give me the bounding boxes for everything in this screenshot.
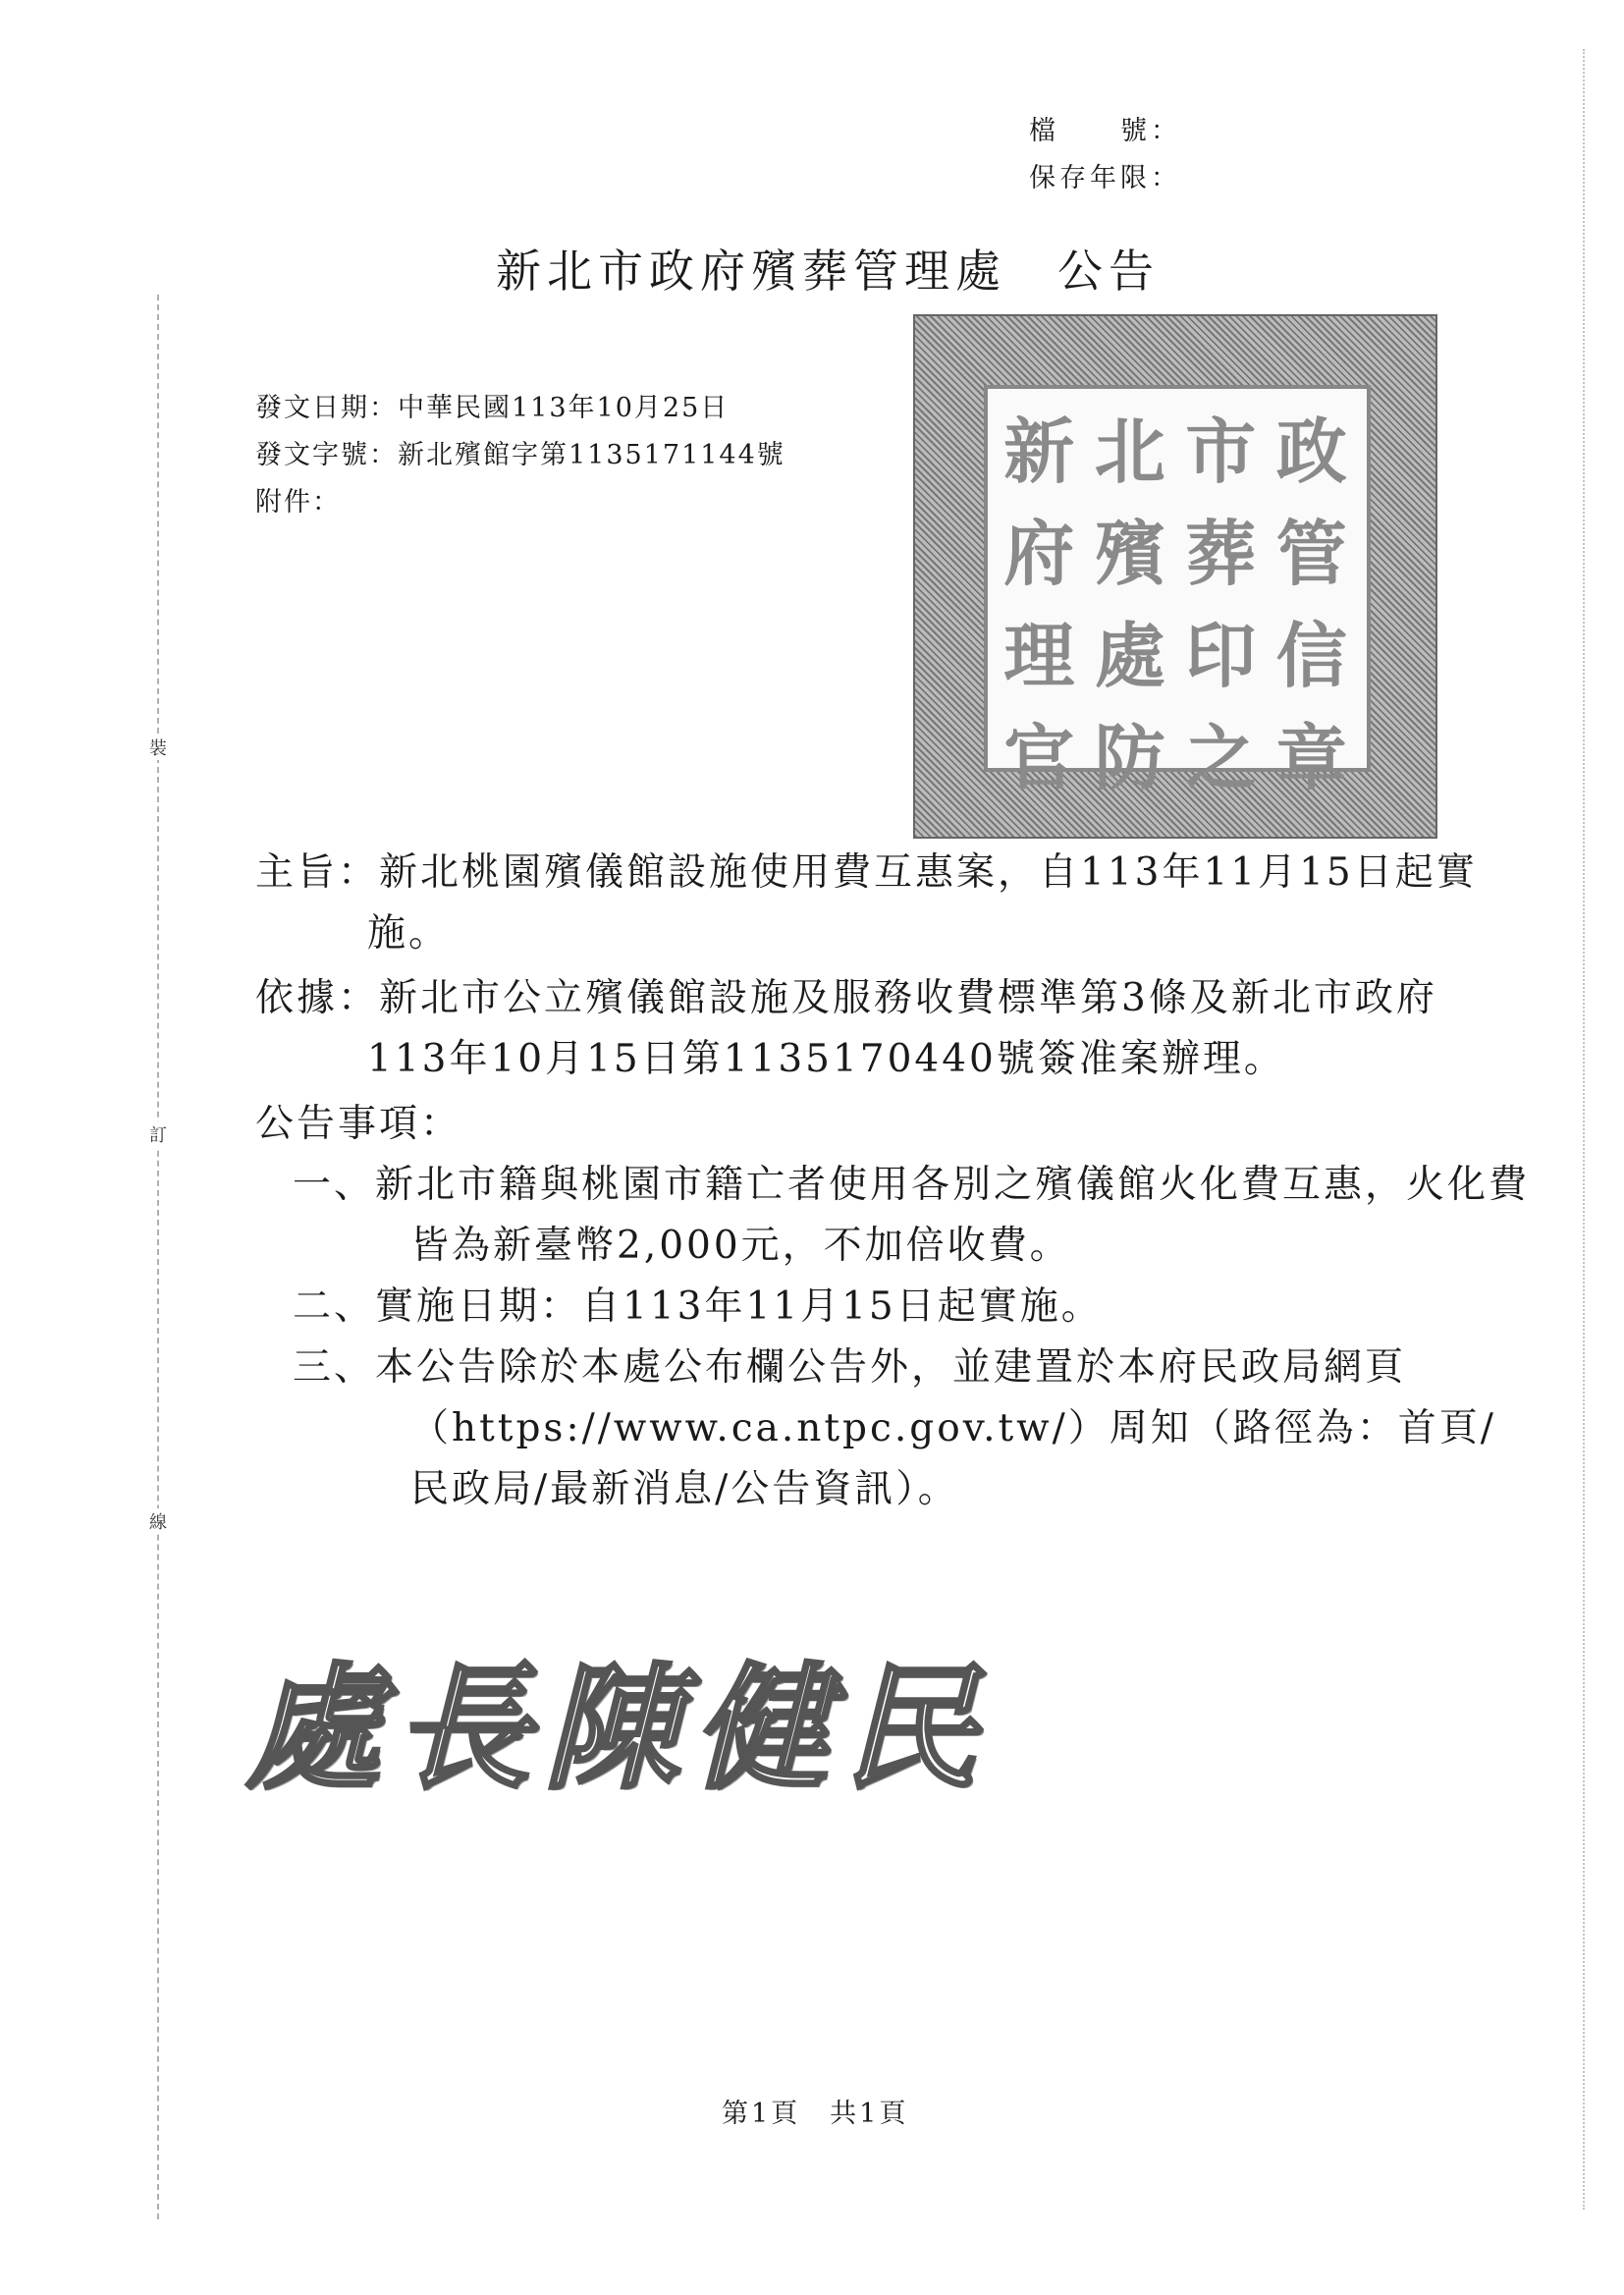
document-number: 發文字號：新北殯館字第1135171144號 xyxy=(255,440,785,470)
document-title: 新北市政府殯葬管理處 公告 xyxy=(496,245,1160,298)
seal-glyph: 之 xyxy=(1185,716,1257,799)
page-number: 第1頁 共1頁 xyxy=(722,2099,909,2129)
notice-item-2: 二、實施日期：自113年11月15日起實施。 xyxy=(293,1284,1103,1329)
director-signature-stamp: 處長陳健民 xyxy=(245,1648,993,1808)
seal-glyph: 殯 xyxy=(1094,512,1165,595)
issue-date: 發文日期：中華民國113年10月25日 xyxy=(255,393,730,423)
seal-glyph: 市 xyxy=(1185,410,1257,493)
seal-glyph: 新 xyxy=(1003,410,1075,493)
right-edge-rule xyxy=(1583,49,1585,2210)
binding-mark-top: 裝 xyxy=(149,735,167,760)
seal-glyph: 政 xyxy=(1275,410,1347,493)
seal-glyph: 府 xyxy=(1003,512,1075,595)
binding-line xyxy=(157,295,159,2219)
seal-glyph: 葬 xyxy=(1185,512,1257,595)
basis-paragraph: 依據：新北市公立殯儀館設施及服務收費標準第3條及新北市政府113年10月15日第1135170440號簽准案辦理。 xyxy=(255,976,1437,1081)
seal-glyph: 防 xyxy=(1094,716,1165,799)
seal-glyph: 理 xyxy=(1003,614,1075,697)
binding-mark-bottom: 線 xyxy=(149,1508,167,1534)
retention-label: 保存年限： xyxy=(1029,163,1181,193)
seal-glyphs xyxy=(994,395,1357,799)
notice-item-1: 一、新北市籍與桃園市籍亡者使用各別之殯儀館火化費互惠，火化費皆為新臺幣2,000元，不加倍收費。 xyxy=(293,1163,1531,1268)
seal-glyph: 信 xyxy=(1275,614,1347,697)
seal-glyph: 管 xyxy=(1275,512,1347,595)
notice-heading: 公告事項： xyxy=(255,1102,462,1146)
notice-item-3: 三、本公告除於本處公布欄公告外，並建置於本府民政局網頁（https://www.ca.ntpc.gov.tw/）周知（路徑為：首頁/民政局/最新消息/公告資訊）。 xyxy=(293,1345,1496,1511)
archive-info xyxy=(1029,108,1181,202)
seal-glyph: 官 xyxy=(1003,716,1075,799)
subject-paragraph: 主旨：新北桃園殯儀館設施使用費互惠案，自113年11月15日起實施。 xyxy=(255,850,1478,956)
seal-glyph: 印 xyxy=(1185,614,1257,697)
seal-glyph: 處 xyxy=(1094,614,1165,697)
seal-glyph: 北 xyxy=(1094,410,1165,493)
official-seal xyxy=(913,314,1437,839)
binding-mark-middle: 訂 xyxy=(149,1121,167,1147)
document-meta xyxy=(255,385,785,526)
attachment: 附件： xyxy=(255,487,341,518)
seal-glyph: 章 xyxy=(1275,716,1347,799)
file-number-label: 檔 號： xyxy=(1029,116,1181,146)
